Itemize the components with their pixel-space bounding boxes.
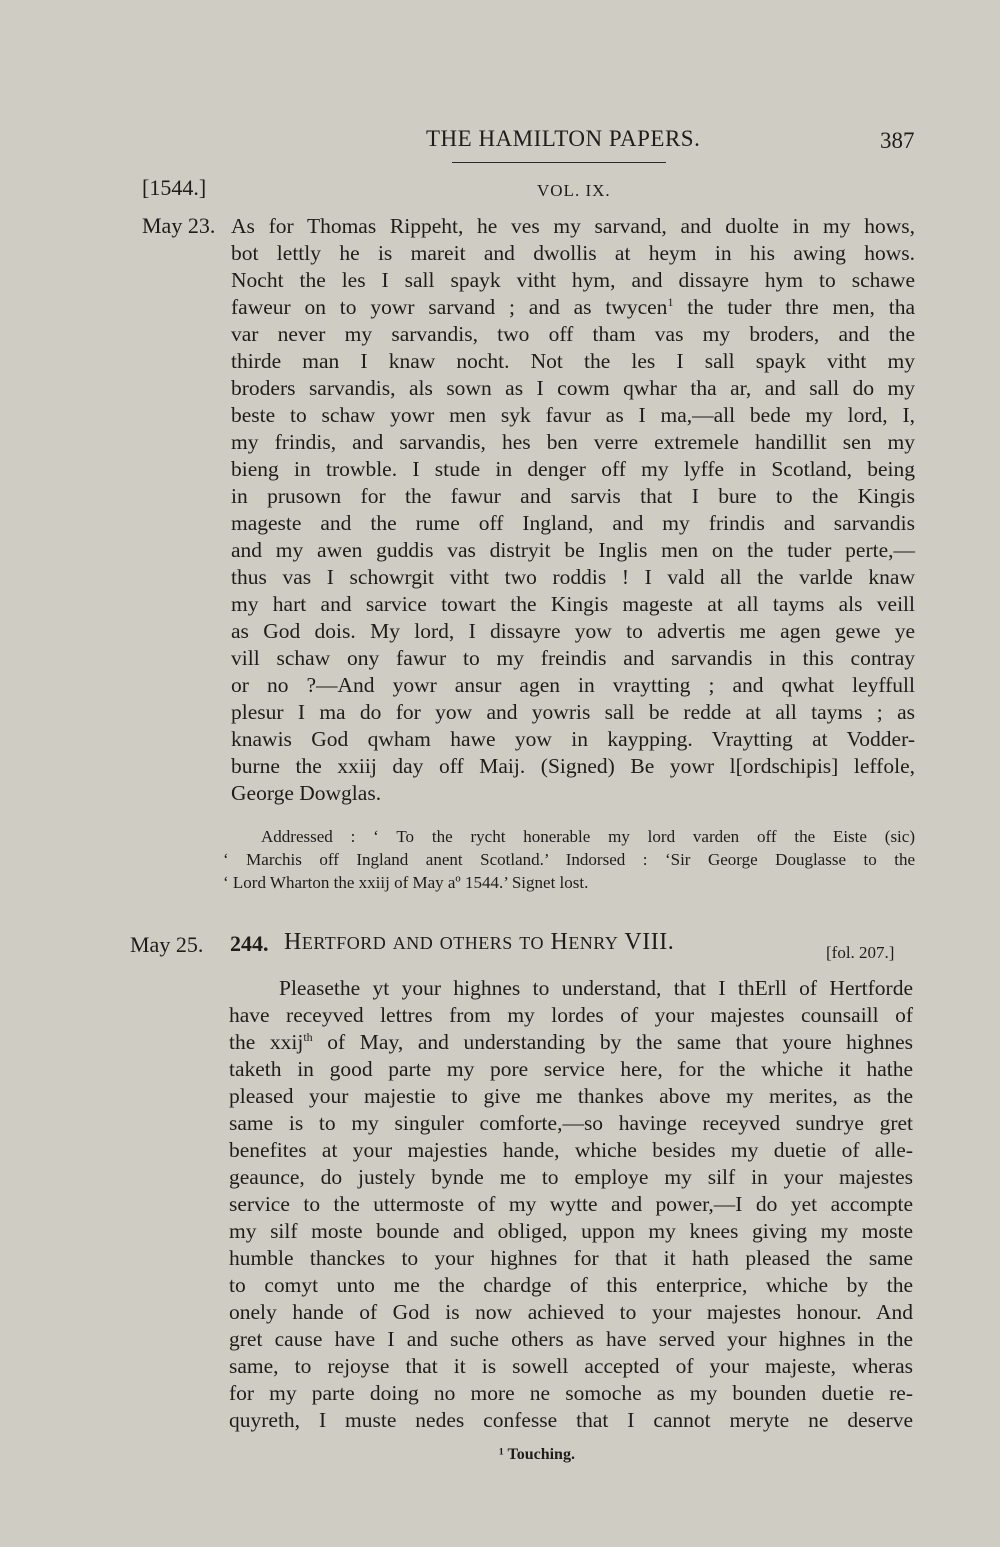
margin-date: May 23. xyxy=(142,213,216,238)
text-line-end: of May, and understanding by the same that youre highnes xyxy=(312,1030,913,1054)
document-title: HERTFORD AND OTHERS TO HENRY VIII. xyxy=(284,929,675,955)
text-line: my hart and sarvice towart the Kingis mageste at all tayms als veill xyxy=(231,592,915,616)
text-line: bot lettly he is mareit and dwollis at heym in his awing hows. xyxy=(231,241,915,265)
text-line: beste to schaw yowr men syk favur as I ma,—all bede my lord, I, xyxy=(231,403,915,427)
footnote: ¹ Touching. xyxy=(499,1446,575,1463)
letter-body xyxy=(229,975,913,1461)
text-line: or no ?—And yowr ansur agen in vraytting ; and qwhat leyffull xyxy=(231,673,915,697)
text-line: bieng in trowble. I stude in denger off my lyffe in Scotland, being xyxy=(231,457,915,481)
endorsement-note xyxy=(223,825,915,894)
text-line: quyreth, I muste nedes confesse that I cannot meryte ne deserve xyxy=(229,1408,913,1432)
text-line: burne the xxiij day off Maij. (Signed) Be yowr l[ordschipis] leffole, xyxy=(231,754,915,778)
text-line: for my parte doing no more ne somoche as my bounden duetie re- xyxy=(229,1381,913,1405)
text-line: taketh in good parte my pore service here, for the whiche it hathe xyxy=(229,1057,913,1081)
text-line: mageste and the rume off Ingland, and my frindis and sarvandis xyxy=(231,511,915,535)
text-line: and my awen guddis vas distryit be Inglis men on the tuder perte,— xyxy=(231,538,915,562)
text-line: my frindis, and sarvandis, hes ben verre extremele handillit sen my xyxy=(231,430,915,454)
superscript: th xyxy=(303,1029,313,1044)
text-line: As for Thomas Rippeht, he ves my sarvand, and duolte in my hows, xyxy=(231,214,915,238)
running-title: THE HAMILTON PAPERS. xyxy=(426,126,701,151)
text-line: benefites at your majesties hande, whiche besides my duetie of alle- xyxy=(229,1138,913,1162)
text-line: geaunce, do justely bynde me to employe my silf in your majestes xyxy=(229,1165,913,1189)
text-line: thus vas I schowrgit vitht two roddis ! I vald all the varlde knaw xyxy=(231,565,915,589)
text-line: Pleasethe yt your highnes to understand, that I thErll of Hertforde xyxy=(279,976,913,1000)
text-line: in prusown for the fawur and sarvis that I bure to the Kingis xyxy=(231,484,915,508)
note-line: ‘ Marchis off Ingland anent Scotland.’ Indorsed : ‘Sir George Douglasse to the xyxy=(223,850,915,869)
text-line: var never my sarvandis, two off tham vas my broders, and the xyxy=(231,322,915,346)
text-line: same is to my singuler comforte,—so havinge receyved sundrye gret xyxy=(229,1111,913,1135)
volume-label: VOL. IX. xyxy=(537,181,611,200)
text-line: broders sarvandis, als sown as I cowm qwhar tha ar, and sall do my xyxy=(231,376,915,400)
text-line: gret cause have I and suche others as have served your highnes in the xyxy=(229,1327,913,1351)
text-line: vill schaw ony fawur to my freindis and sarvandis in this contray xyxy=(231,646,915,670)
note-line: ‘ Lord Wharton the xxiij of May aº 1544.’ Signet lost. xyxy=(223,873,589,892)
note-line: Addressed : ‘ To the rycht honerable my lord varden off the Eiste (sic) xyxy=(261,827,915,846)
footnote-mark: 1 xyxy=(667,294,674,309)
text-line xyxy=(231,294,915,321)
text-line: humble thanckes to your highnes for that it hath pleased the same xyxy=(229,1246,913,1270)
page-number: 387 xyxy=(880,128,915,153)
signature-line: George Dowglas. xyxy=(231,781,382,805)
text-line: thirde man I knaw nocht. Not the les I sall spayk vitht my xyxy=(231,349,915,373)
header-rule xyxy=(452,162,666,163)
text-line: have receyved lettres from my lordes of your majestes counsaill of xyxy=(229,1003,913,1027)
text-line: Nocht the les I sall spayk vitht hym, and dissayre hym to schawe xyxy=(231,268,915,292)
year-marker: [1544.] xyxy=(142,175,207,200)
letter-body xyxy=(231,213,915,807)
text-line: my silf moste bounde and obliged, uppon my knees giving my moste xyxy=(229,1219,913,1243)
folio-reference: [fol. 207.] xyxy=(826,943,895,962)
text-line-start: faweur on to yowr sarvand ; and as twycen xyxy=(231,295,668,319)
text-line: service to the uttermoste of my wytte and power,—I do yet accompte xyxy=(229,1192,913,1216)
text-line: pleased your majestie to give me thankes above my merites, as the xyxy=(229,1084,913,1108)
text-line: plesur I ma do for yow and yowris sall be redde at all tayms ; as xyxy=(231,700,915,724)
text-line: knawis God qwham hawe yow in kaypping. Vraytting at Vodder- xyxy=(231,727,915,751)
text-line: to comyt unto me the chardge of this enterprice, whiche by the xyxy=(229,1273,913,1297)
margin-date: May 25. xyxy=(130,932,204,957)
text-line xyxy=(229,1029,913,1056)
text-line: same, to rejoyse that it is sowell accepted of your majeste, wheras xyxy=(229,1354,913,1378)
document-number: 244. xyxy=(230,931,269,956)
text-line: as God dois. My lord, I dissayre yow to advertis me agen gewe ye xyxy=(231,619,915,643)
text-line: onely hande of God is now achieved to your majestes honour. And xyxy=(229,1300,913,1324)
text-line-start: the xxij xyxy=(229,1030,304,1054)
text-line-end: the tuder thre men, tha xyxy=(673,295,916,319)
